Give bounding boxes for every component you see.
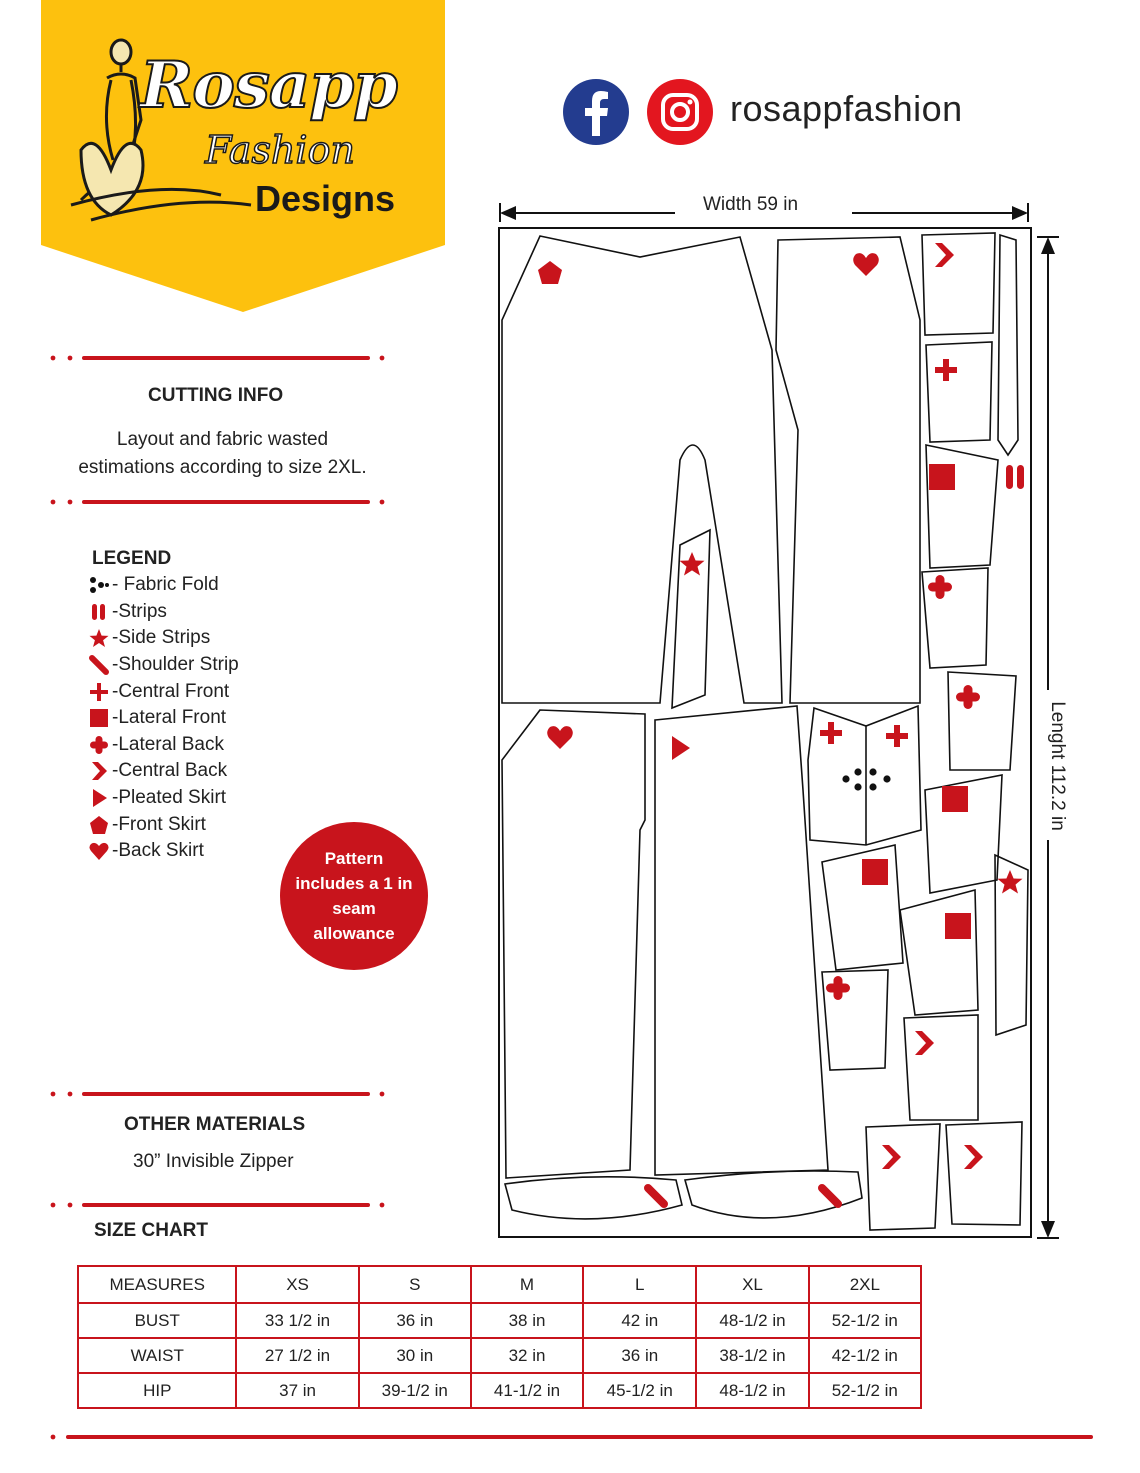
strips-bars-icon: [88, 601, 110, 623]
legend-item: [88, 678, 288, 705]
legend-item: [88, 599, 288, 626]
chevron-icon: [915, 1031, 934, 1055]
waistband-piece-2: [685, 1171, 862, 1218]
heart-icon: [853, 253, 879, 276]
chevron-icon: [882, 1145, 901, 1169]
table-cell: 52-1/2 in: [809, 1303, 921, 1338]
table-header-cell: XS: [236, 1266, 358, 1303]
fabric-outline: [499, 228, 1031, 1237]
legend-item: [88, 838, 288, 865]
table-header-cell: S: [359, 1266, 471, 1303]
front-skirt-piece: [502, 236, 782, 703]
legend-list: [88, 572, 288, 865]
size-chart-title: SIZE CHART: [94, 1220, 208, 1241]
size-chart-table: [77, 1265, 922, 1409]
cutting-layout-diagram: [490, 190, 1070, 1250]
pentagon-icon: [538, 261, 562, 284]
star-icon: [88, 627, 110, 649]
central-front-piece-1: [926, 342, 992, 442]
legend-label: -Back Skirt: [112, 840, 204, 862]
square-icon: [945, 913, 971, 939]
divider-bottom: [48, 1429, 1098, 1445]
lateral-front-piece-4: [900, 890, 978, 1015]
heart-icon: [547, 726, 573, 749]
legend-item: [88, 705, 288, 732]
rounded-cross-icon: [928, 575, 952, 599]
diagonal-bar-icon: [822, 1188, 838, 1204]
table-header-cell: L: [583, 1266, 696, 1303]
back-skirt-piece-2: [502, 710, 645, 1178]
table-cell: 48-1/2 in: [696, 1373, 808, 1408]
badge-line-2: includes a 1 in: [295, 874, 413, 893]
legend-item: [88, 758, 288, 785]
seam-allowance-badge: [280, 822, 428, 970]
legend-label: -Lateral Front: [112, 707, 227, 729]
legend-label: -Shoulder Strip: [112, 654, 239, 676]
central-back-piece-1: [922, 233, 995, 335]
table-row: [78, 1338, 921, 1373]
rounded-cross-icon: [88, 734, 110, 756]
pattern-pieces: [502, 233, 1028, 1230]
lateral-front-piece-1: [926, 445, 998, 568]
divider-size-chart: [48, 1197, 388, 1213]
chevron-icon: [88, 760, 110, 782]
piece-markers: [538, 243, 1024, 1204]
plus-icon: [935, 359, 957, 381]
chevron-icon: [964, 1145, 983, 1169]
table-cell: 36 in: [583, 1338, 696, 1373]
table-header-cell: MEASURES: [78, 1266, 236, 1303]
central-back-piece-4: [946, 1122, 1022, 1225]
plus-icon: [820, 722, 842, 744]
table-cell: 36 in: [359, 1303, 471, 1338]
table-cell: 33 1/2 in: [236, 1303, 358, 1338]
cutting-info-title: CUTTING INFO: [148, 385, 284, 406]
square-icon: [929, 464, 955, 490]
table-header-cell: M: [471, 1266, 583, 1303]
table-cell: 30 in: [359, 1338, 471, 1373]
table-cell: 27 1/2 in: [236, 1338, 358, 1373]
cutting-info-line-2: estimations according to size 2XL.: [78, 457, 367, 478]
central-front-piece-2: [948, 672, 1016, 770]
back-skirt-piece-1: [776, 237, 920, 703]
divider-cutting: [48, 494, 388, 510]
legend-item: [88, 785, 288, 812]
legend-label: -Strips: [112, 600, 167, 622]
star-icon: [998, 870, 1023, 894]
rounded-cross-icon: [826, 976, 850, 1000]
rounded-cross-icon: [956, 685, 980, 709]
table-cell: 32 in: [471, 1338, 583, 1373]
badge-line-1: Pattern: [324, 849, 384, 868]
divider-materials: [48, 1086, 388, 1102]
table-cell: WAIST: [78, 1338, 236, 1373]
cutting-info-text: [40, 426, 405, 482]
legend-item: [88, 625, 288, 652]
table-cell: HIP: [78, 1373, 236, 1408]
legend-label: -Pleated Skirt: [112, 787, 227, 809]
central-back-piece-3: [866, 1124, 940, 1230]
table-cell: 48-1/2 in: [696, 1303, 808, 1338]
square-icon: [862, 859, 888, 885]
legend-item: [88, 811, 288, 838]
legend-label: -Side Strips: [112, 627, 211, 649]
facebook-icon[interactable]: [562, 78, 630, 146]
pleated-skirt-piece: [655, 706, 828, 1175]
legend-title: LEGEND: [92, 548, 172, 569]
legend-item: [88, 732, 288, 759]
logo-designs-text: Designs: [255, 178, 396, 219]
table-cell: 38-1/2 in: [696, 1338, 808, 1373]
table-header-cell: 2XL: [809, 1266, 921, 1303]
heart-icon: [88, 840, 110, 862]
social-handle[interactable]: rosappfashion: [730, 88, 963, 129]
table-cell: 39-1/2 in: [359, 1373, 471, 1408]
table-row: [78, 1373, 921, 1408]
table-cell: 42-1/2 in: [809, 1338, 921, 1373]
legend-label: -Front Skirt: [112, 813, 206, 835]
legend-label: - Fabric Fold: [112, 574, 219, 596]
plus-icon: [88, 681, 110, 703]
diagonal-bar-icon: [648, 1188, 664, 1204]
strips-bars-icon: [1006, 465, 1024, 489]
shoulder-strip-long: [998, 235, 1018, 455]
triangle-icon: [88, 787, 110, 809]
legend-label: -Lateral Back: [112, 733, 224, 755]
legend-item: [88, 652, 288, 679]
legend-label: -Central Front: [112, 680, 230, 702]
table-header-row: [78, 1266, 921, 1303]
plus-icon: [886, 725, 908, 747]
badge-line-3: seam: [332, 899, 376, 918]
table-row: [78, 1303, 921, 1338]
width-label: Width 59 in: [697, 194, 804, 216]
square-icon: [942, 786, 968, 812]
logo-script-text: Rosapp: [140, 48, 397, 123]
chevron-icon: [935, 243, 954, 267]
other-materials-text: 30” Invisible Zipper: [133, 1151, 294, 1172]
logo-sub-text: Fashion: [205, 128, 355, 172]
table-cell: 52-1/2 in: [809, 1373, 921, 1408]
cutting-info-line-1: Layout and fabric wasted: [116, 429, 329, 450]
fabric-fold-dots-icon: [88, 574, 110, 596]
diagonal-bar-icon: [88, 654, 110, 676]
pentagon-icon: [88, 814, 110, 836]
instagram-icon[interactable]: [646, 78, 714, 146]
badge-line-4: allowance: [313, 924, 395, 943]
other-materials-title: OTHER MATERIALS: [124, 1114, 306, 1135]
table-cell: 37 in: [236, 1373, 358, 1408]
table-header-cell: XL: [696, 1266, 808, 1303]
star-icon: [680, 552, 705, 576]
table-cell: 38 in: [471, 1303, 583, 1338]
table-cell: 42 in: [583, 1303, 696, 1338]
central-back-piece-2: [904, 1015, 978, 1120]
table-cell: 45-1/2 in: [583, 1373, 696, 1408]
length-label: Lenght 112.2 in: [1046, 695, 1068, 837]
central-front-bodice: [808, 706, 921, 845]
legend-label: -Central Back: [112, 760, 228, 782]
triangle-icon: [672, 736, 690, 760]
square-icon: [88, 707, 110, 729]
divider-top: [48, 350, 388, 366]
table-cell: BUST: [78, 1303, 236, 1338]
legend-item: [88, 572, 288, 599]
table-cell: 41-1/2 in: [471, 1373, 583, 1408]
